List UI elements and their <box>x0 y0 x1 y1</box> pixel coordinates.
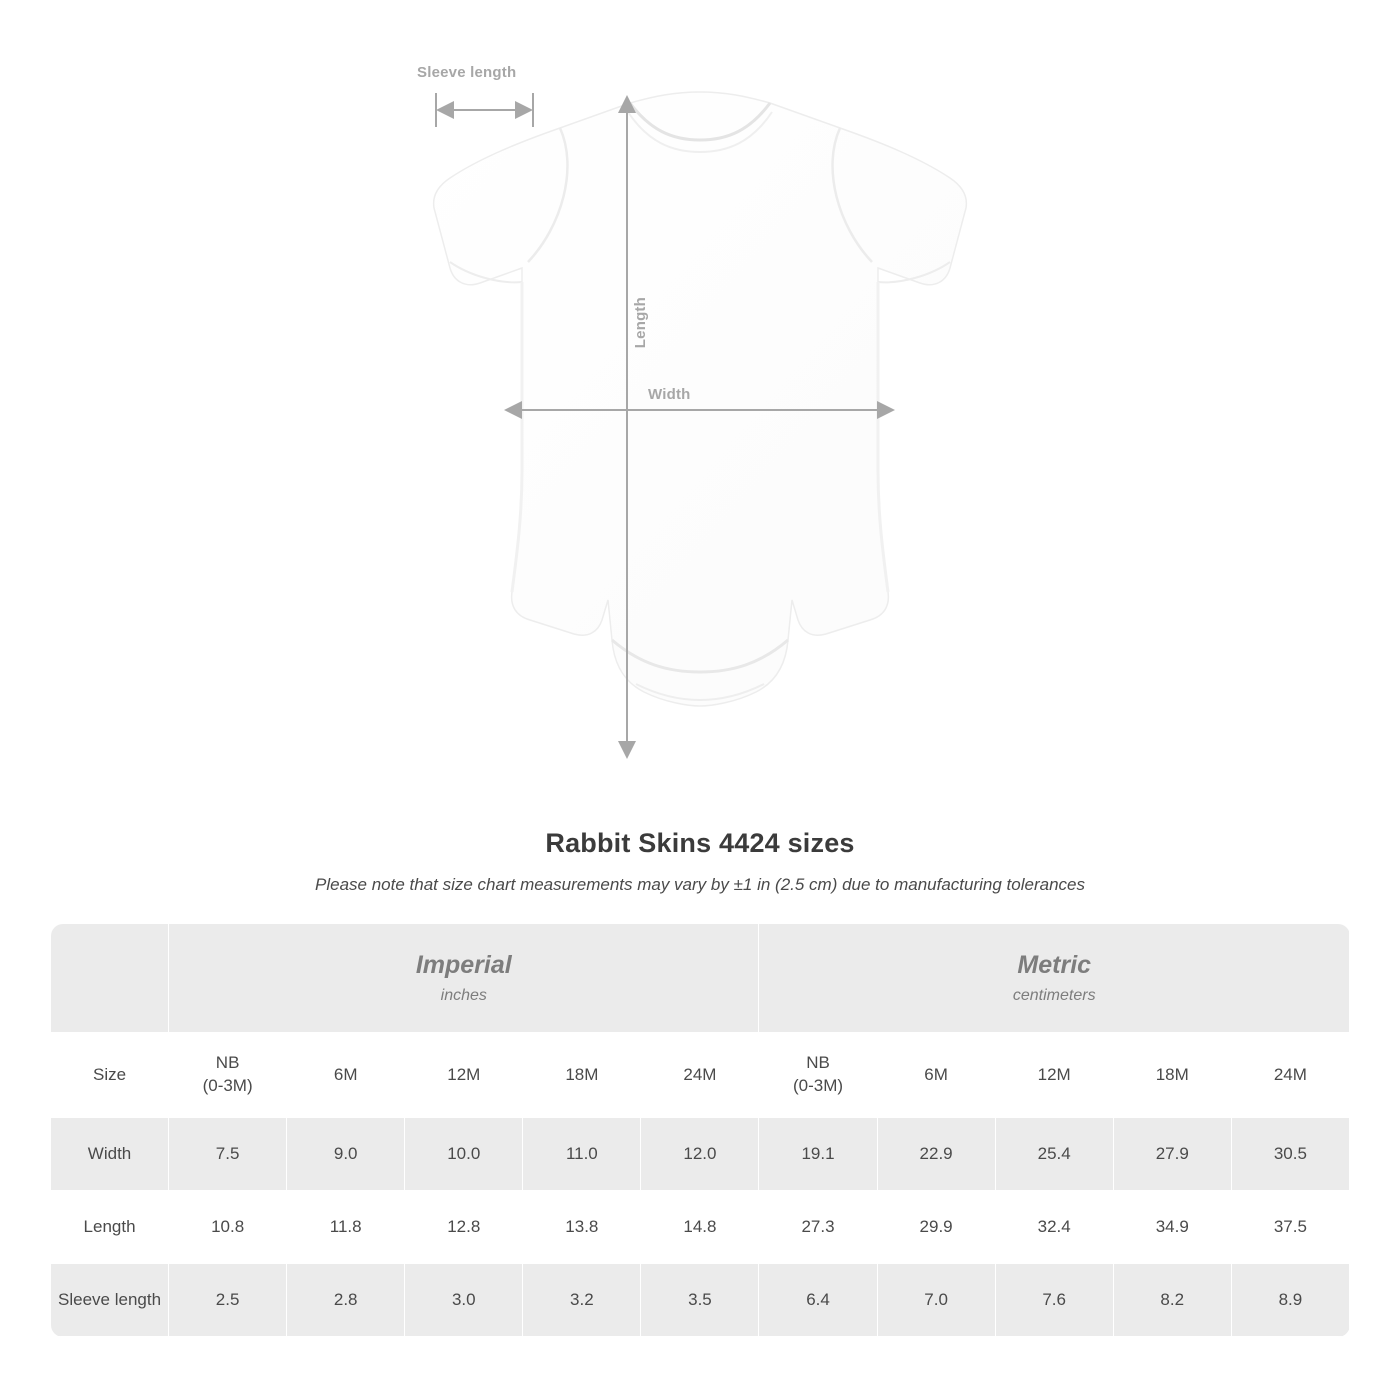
row-label-length: Length <box>51 1191 169 1264</box>
header-col-6m-imperial: 6M <box>287 1033 405 1118</box>
cell-width-imperial-18m: 11.0 <box>523 1118 641 1191</box>
length-dimension-label: Length <box>632 297 649 349</box>
system-imperial-unit: inches <box>440 987 487 1005</box>
chart-title: Rabbit Skins 4424 sizes <box>545 828 855 858</box>
table-row <box>51 1118 1350 1191</box>
cell-sleeve-imperial-6m: 2.8 <box>287 1264 405 1337</box>
title-block <box>0 828 1400 895</box>
header-col-12m-metric: 12M <box>995 1033 1113 1118</box>
system-imperial-cell <box>169 924 759 1033</box>
size-table-wrapper <box>50 923 1350 1337</box>
cell-sleeve-imperial-18m: 3.2 <box>523 1264 641 1337</box>
table-header-row <box>51 1033 1350 1118</box>
cell-width-metric-12m: 25.4 <box>995 1118 1113 1191</box>
header-size-label: Size <box>51 1033 169 1118</box>
cell-length-imperial-24m: 14.8 <box>641 1191 759 1264</box>
header-col-line1: NB <box>806 1053 830 1073</box>
cell-width-metric-nb: 19.1 <box>759 1118 877 1191</box>
system-metric-unit: centimeters <box>1012 987 1096 1005</box>
size-table <box>50 923 1350 1337</box>
system-metric-name: Metric <box>1017 950 1092 979</box>
chart-note: Please note that size chart measurements may vary by ±1 in (2.5 cm) due to manufacturing tolerances <box>315 875 1085 894</box>
header-col-line2: (0-3M) <box>792 1076 844 1095</box>
cell-length-metric-6m: 29.9 <box>877 1191 995 1264</box>
cell-width-imperial-nb: 7.5 <box>169 1118 287 1191</box>
cell-width-imperial-24m: 12.0 <box>641 1118 759 1191</box>
table-row <box>51 1191 1350 1264</box>
table-row <box>51 1264 1350 1337</box>
header-col-24m-metric: 24M <box>1231 1033 1349 1118</box>
cell-length-metric-18m: 34.9 <box>1113 1191 1231 1264</box>
header-col-24m-imperial: 24M <box>641 1033 759 1118</box>
cell-length-metric-nb: 27.3 <box>759 1191 877 1264</box>
system-imperial-name: Imperial <box>415 950 512 979</box>
cell-sleeve-metric-nb: 6.4 <box>759 1264 877 1337</box>
cell-width-metric-6m: 22.9 <box>877 1118 995 1191</box>
row-label-sleeve-length: Sleeve length <box>51 1264 169 1337</box>
row-label-width: Width <box>51 1118 169 1191</box>
header-col-line1: NB <box>215 1053 240 1073</box>
cell-width-imperial-12m: 10.0 <box>405 1118 523 1191</box>
system-corner-cell <box>51 924 169 1033</box>
cell-length-imperial-12m: 12.8 <box>405 1191 523 1264</box>
cell-width-metric-18m: 27.9 <box>1113 1118 1231 1191</box>
cell-width-metric-24m: 30.5 <box>1231 1118 1349 1191</box>
cell-length-metric-24m: 37.5 <box>1231 1191 1349 1264</box>
cell-sleeve-imperial-12m: 3.0 <box>405 1264 523 1337</box>
cell-sleeve-metric-6m: 7.0 <box>877 1264 995 1337</box>
header-col-12m-imperial: 12M <box>405 1033 523 1118</box>
header-col-18m-metric: 18M <box>1113 1033 1231 1118</box>
system-metric-cell <box>759 924 1350 1033</box>
cell-length-metric-12m: 32.4 <box>995 1191 1113 1264</box>
width-dimension-label: Width <box>648 386 691 403</box>
cell-width-imperial-6m: 9.0 <box>287 1118 405 1191</box>
header-col-nb-imperial <box>169 1033 287 1118</box>
header-col-line2: (0-3M) <box>202 1076 253 1095</box>
cell-sleeve-imperial-nb: 2.5 <box>169 1264 287 1337</box>
table-system-row <box>51 924 1350 1033</box>
header-col-6m-metric: 6M <box>877 1033 995 1118</box>
cell-sleeve-metric-12m: 7.6 <box>995 1264 1113 1337</box>
cell-length-imperial-nb: 10.8 <box>169 1191 287 1264</box>
cell-length-imperial-18m: 13.8 <box>523 1191 641 1264</box>
cell-sleeve-metric-24m: 8.9 <box>1231 1264 1349 1337</box>
header-col-nb-metric <box>759 1033 877 1118</box>
cell-sleeve-metric-18m: 8.2 <box>1113 1264 1231 1337</box>
header-col-18m-imperial: 18M <box>523 1033 641 1118</box>
sleeve-length-dimension-label: Sleeve length <box>417 64 517 81</box>
cell-sleeve-imperial-24m: 3.5 <box>641 1264 759 1337</box>
cell-length-imperial-6m: 11.8 <box>287 1191 405 1264</box>
